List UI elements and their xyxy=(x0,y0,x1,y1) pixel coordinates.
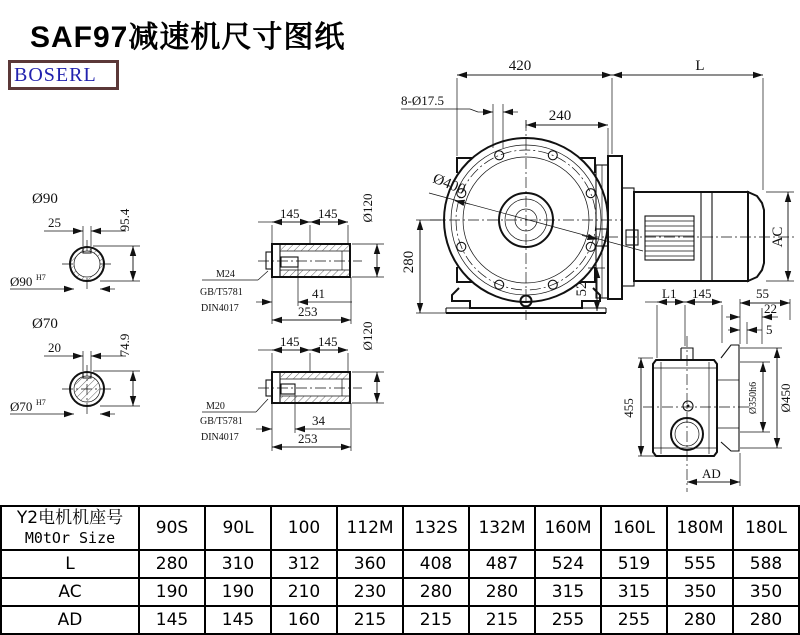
shaft-end-view-90 xyxy=(10,191,140,290)
dim-253-b: 253 xyxy=(298,431,318,446)
dim-450: Ø450 xyxy=(778,383,793,413)
hollow-shaft-view-a xyxy=(200,194,384,324)
col-160L: 160L xyxy=(601,506,667,550)
dim-bolt-holes: 8-Ø17.5 xyxy=(401,93,444,108)
label-d70h7-tol: H7 xyxy=(36,398,46,407)
col-180M: 180M xyxy=(667,506,733,550)
dim-253-a: 253 xyxy=(298,304,318,319)
row-label-AC: AC xyxy=(1,578,139,606)
table-row-AC: AC 190 190 210 230 280 280 315 315 350 350 xyxy=(1,578,799,606)
dim-22: 22 xyxy=(764,301,777,316)
dim-20: 20 xyxy=(48,340,61,355)
dim-240: 240 xyxy=(548,108,572,124)
dim-41: 41 xyxy=(312,286,325,301)
col-180L: 180L xyxy=(733,506,799,550)
col-90L: 90L xyxy=(205,506,271,550)
label-d90h7: Ø90 xyxy=(10,274,33,289)
dim-145-side: 145 xyxy=(692,286,712,301)
dim-25: 25 xyxy=(48,215,61,230)
label-d90h7-tol: H7 xyxy=(36,273,46,282)
dim-AD: AD xyxy=(702,466,721,481)
dim-AC: AC xyxy=(770,226,786,248)
dim-74-9: 74.9 xyxy=(117,333,132,357)
label-d70h7: Ø70 xyxy=(10,399,33,414)
dim-55: 55 xyxy=(756,286,769,301)
dim-d120-b: Ø120 xyxy=(360,321,375,351)
dim-5: 5 xyxy=(766,322,773,337)
label-din-a: DIN4017 xyxy=(201,303,239,314)
col-132S: 132S xyxy=(403,506,469,550)
motor-size-table xyxy=(0,505,800,635)
col-160M: 160M xyxy=(535,506,601,550)
label-m20: M20 xyxy=(206,401,225,412)
side-view xyxy=(621,286,793,492)
label-gb-a: GB/T5781 xyxy=(200,287,243,298)
dim-95-4: 95.4 xyxy=(117,208,132,232)
dim-145a: 145 xyxy=(280,206,300,221)
dim-flange-diameter: Ø400 xyxy=(430,170,468,199)
label-d90: Ø90 xyxy=(32,191,58,207)
dim-d120-a: Ø120 xyxy=(360,193,375,223)
page-title: SAF97减速机尺寸图纸 xyxy=(30,21,346,54)
label-d70: Ø70 xyxy=(32,316,58,332)
row-label-AD: AD xyxy=(1,606,139,634)
front-view xyxy=(401,58,795,320)
header-en: M0tOr Size xyxy=(24,529,116,547)
col-90S: 90S xyxy=(139,506,205,550)
col-132M: 132M xyxy=(469,506,535,550)
dim-350h6: Ø350h6 xyxy=(748,381,759,415)
motor-fins xyxy=(645,221,694,256)
boserl-logo: BOSERL xyxy=(8,60,119,90)
table-header-motor-size xyxy=(1,506,139,550)
dim-34: 34 xyxy=(312,413,325,428)
dim-280: 280 xyxy=(401,250,417,274)
table-row-L: L 280 310 312 360 408 487 524 519 555 588 xyxy=(1,550,799,578)
label-gb-b: GB/T5781 xyxy=(200,416,243,427)
dim-455: 455 xyxy=(621,398,636,418)
hollow-shaft-view-b xyxy=(200,322,384,451)
shaft-end-view-70 xyxy=(10,316,140,415)
label-m24: M24 xyxy=(216,269,235,280)
header-cn: Y2电机机座号 xyxy=(16,508,124,528)
dim-145d: 145 xyxy=(318,334,338,349)
dim-L1: L1 xyxy=(662,286,677,301)
row-label-L: L xyxy=(1,550,139,578)
col-100: 100 xyxy=(271,506,337,550)
table-row-AD: AD 145 145 160 215 215 215 255 255 280 280 xyxy=(1,606,799,634)
label-din-b: DIN4017 xyxy=(201,432,239,443)
dim-52: 52 xyxy=(574,281,590,297)
dim-145c: 145 xyxy=(280,334,300,349)
col-112M: 112M xyxy=(337,506,403,550)
dim-420: 420 xyxy=(508,58,532,74)
dim-145b: 145 xyxy=(318,206,338,221)
dim-L: L xyxy=(695,58,705,74)
